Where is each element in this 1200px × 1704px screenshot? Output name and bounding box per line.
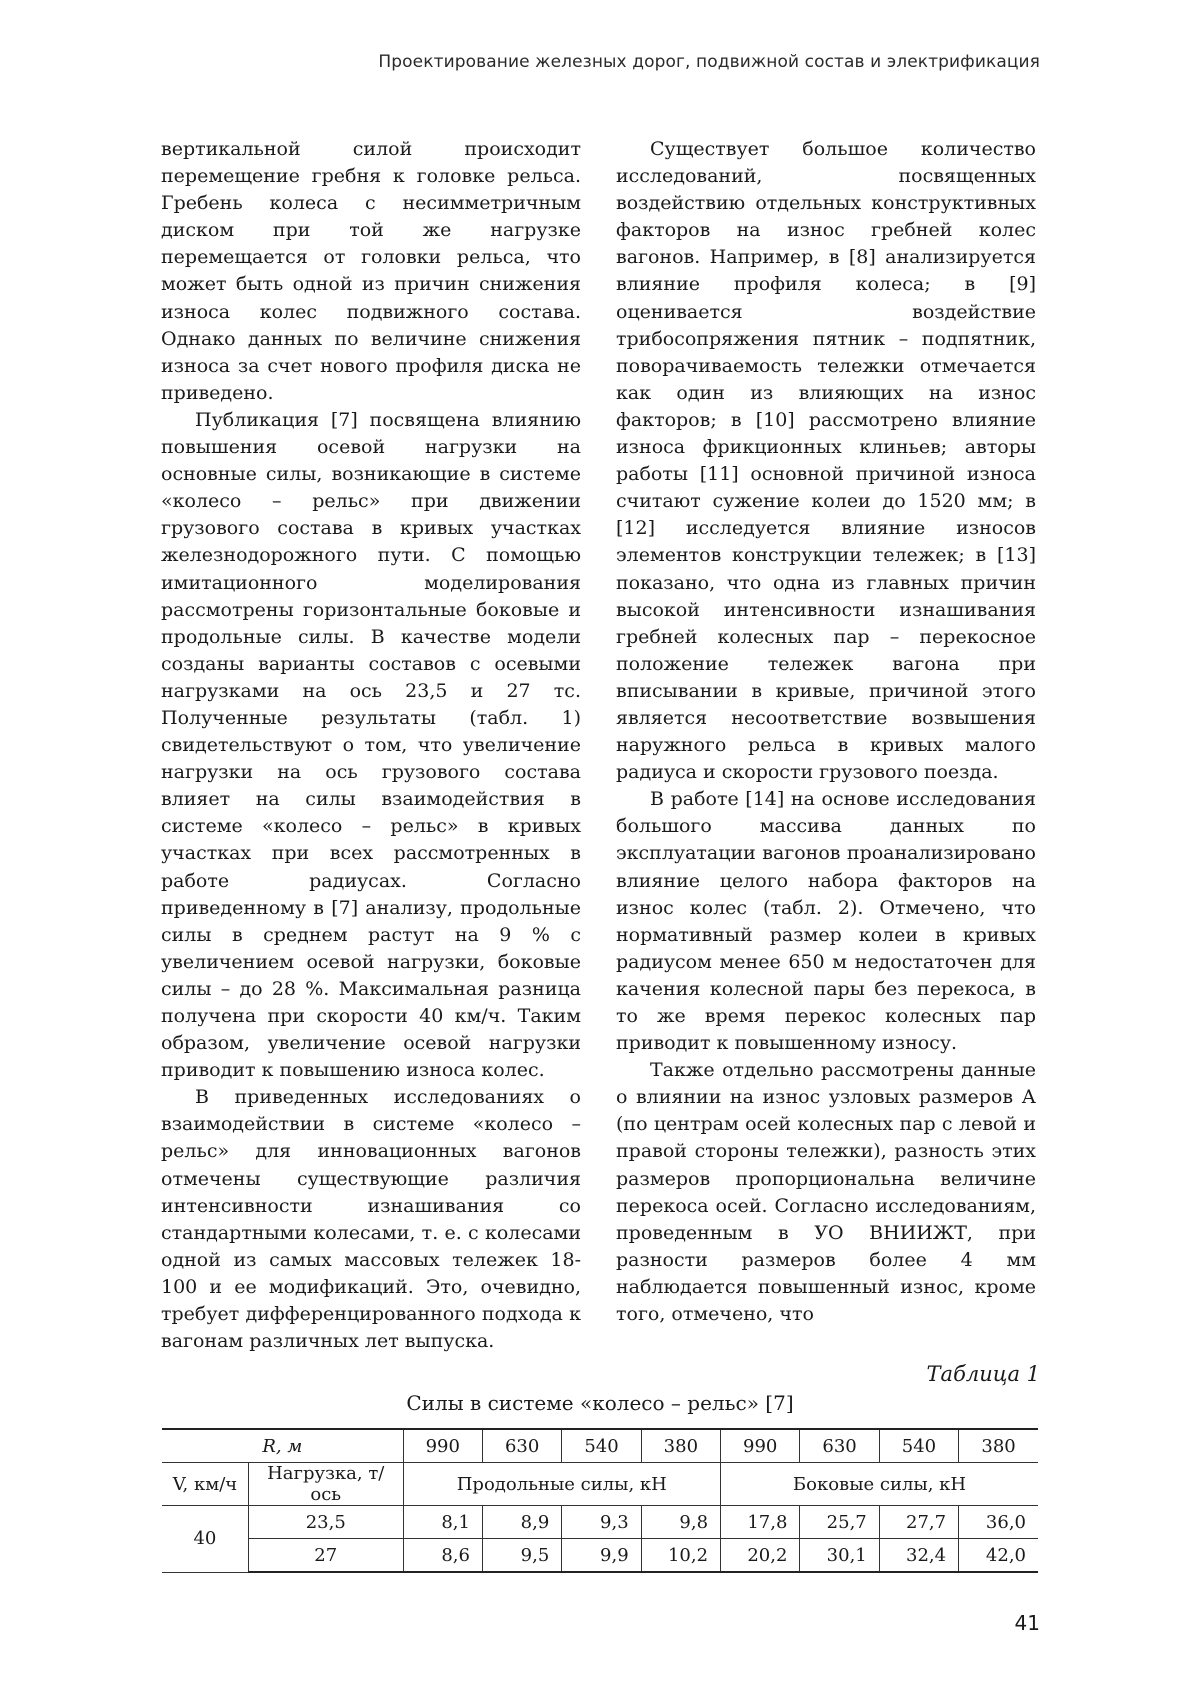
value-cell: 9,9 (562, 1539, 641, 1573)
value-cell: 17,8 (721, 1506, 800, 1539)
header-radius-value: 630 (482, 1429, 561, 1463)
left-column (161, 136, 581, 1355)
value-cell: 9,5 (482, 1539, 561, 1573)
paragraph: Также отдельно рассмотрены данные о влиянии на износ узловых размеров А (по центрам осей колесных пар с левой и правой стороны тележки), разность этих размеров пропорциональна величине перекоса осей. Согласно исследованиям, проведенным в УО ВНИИЖТ, при разности размеров более 4 мм наблюдается повышенный износ, кроме того, отмечено, что (616, 1059, 1036, 1326)
table-row (162, 1539, 1038, 1573)
paragraph: вертикальной силой происходит перемещение гребня к головке рельса. Гребень колеса с несимметричным диском при той же нагрузке перемещается от головки рельса, что может быть одной из причин снижения износа колес подвижного состава. Однако данных по величине снижения износа за счет нового профиля диска не приведено. (161, 138, 581, 404)
running-header: Проектирование железных дорог, подвижной состав и электрификация (378, 52, 1040, 72)
value-cell: 32,4 (879, 1539, 958, 1573)
value-cell: 8,1 (403, 1506, 482, 1539)
speed-cell: 40 (162, 1506, 248, 1573)
table-label: Таблица 1 (926, 1362, 1040, 1386)
value-cell: 10,2 (641, 1539, 720, 1573)
load-cell: 23,5 (248, 1506, 403, 1539)
paragraph: В работе [14] на основе исследования большого массива данных по эксплуатации вагонов проанализировано влияние целого набора факторов на износ колес (табл. 2). Отмечено, что нормативный размер колеи в кривых радиусом менее 650 м недостаточен для качения колесной пары без перекоса, в то же время перекос колесных пар приводит к повышенному износу. (616, 788, 1036, 1055)
table-header-row (162, 1463, 1038, 1506)
paragraph: В приведенных исследованиях о взаимодействии в системе «колесо – рельс» для инновационных вагонов отмечены существующие различия интенсивности изнашивания со стандартными колесами, т. е. с колесами одной из самых массовых тележек 18-100 и ее модификаций. Это, очевидно, требует дифференцированного подхода к вагонам различных лет выпуска. (161, 1086, 581, 1353)
header-radius-value: 540 (879, 1429, 958, 1463)
value-cell: 27,7 (879, 1506, 958, 1539)
value-cell: 9,3 (562, 1506, 641, 1539)
table-row (162, 1506, 1038, 1539)
header-radius-value: 990 (403, 1429, 482, 1463)
load-cell: 27 (248, 1539, 403, 1573)
value-cell: 36,0 (959, 1506, 1038, 1539)
header-lateral: Боковые силы, кН (721, 1463, 1038, 1506)
value-cell: 42,0 (959, 1539, 1038, 1573)
header-radius: R, м (162, 1429, 403, 1463)
header-longitudinal: Продольные силы, кН (403, 1463, 720, 1506)
page-number: 41 (1014, 1611, 1040, 1635)
value-cell: 8,9 (482, 1506, 561, 1539)
table-header-row (162, 1429, 1038, 1463)
value-cell: 9,8 (641, 1506, 720, 1539)
forces-table (162, 1428, 1038, 1573)
value-cell: 20,2 (721, 1539, 800, 1573)
header-radius-value: 630 (800, 1429, 879, 1463)
paragraph: Существует большое количество исследований, посвященных воздействию отдельных конструктивных факторов на износ гребней колес вагонов. Например, в [8] анализируется влияние профиля колеса; в [9] оценивается воздействие трибосопряжения пятник – подпятник, поворачиваемость тележки отмечается как один из влияющих на износ факторов; в [10] рассмотрено влияние износа фрикционных клиньев; авторы работы [11] основной причиной износа считают сужение колеи до 1520 мм; в [12] исследуется влияние износов элементов конструкции тележек; в [13] показано, что одна из главных причин высокой интенсивности изнашивания гребней колесных пар – перекосное положение тележек вагона при вписывании в кривые, причиной этого является несоответствие возвышения наружного рельса в кривых малого радиуса и скорости грузового поезда. (616, 138, 1036, 784)
value-cell: 8,6 (403, 1539, 482, 1573)
header-radius-value: 380 (959, 1429, 1038, 1463)
header-speed: V, км/ч (162, 1463, 248, 1506)
right-column (616, 136, 1036, 1328)
table-title: Силы в системе «колесо – рельс» [7] (406, 1391, 794, 1415)
header-load: Нагрузка, т/ось (248, 1463, 403, 1506)
paragraph: Публикация [7] посвящена влиянию повышения осевой нагрузки на основные силы, возникающие в системе «колесо – рельс» при движении грузового состава в кривых участках железнодорожного пути. С помощью имитационного моделирования рассмотрены горизонтальные боковые и продольные силы. В качестве модели созданы варианты составов с осевыми нагрузками на ось 23,5 и 27 тс. Полученные результаты (табл. 1) свидетельствуют о том, что увеличение нагрузки на ось грузового состава влияет на силы взаимодействия в системе «колесо – рельс» в кривых участках при всех рассмотренных в работе радиусах. Согласно приведенному в [7] анализу, продольные силы в среднем растут на 9 % с увеличением осевой нагрузки, боковые силы – до 28 %. Максимальная разница получена при скорости 40 км/ч. Таким образом, увеличение осевой нагрузки приводит к повышению износа колес. (161, 408, 581, 1082)
header-radius-value: 540 (562, 1429, 641, 1463)
value-cell: 30,1 (800, 1539, 879, 1573)
value-cell: 25,7 (800, 1506, 879, 1539)
header-radius-value: 380 (641, 1429, 720, 1463)
header-radius-value: 990 (721, 1429, 800, 1463)
